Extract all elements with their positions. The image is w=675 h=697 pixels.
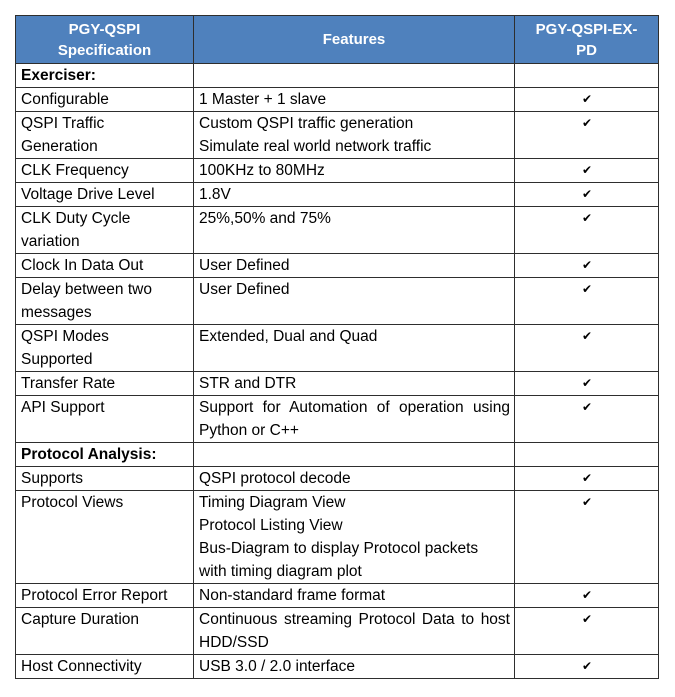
checkmark-icon: ✔ (515, 159, 659, 183)
table-row (16, 207, 659, 254)
feature-cell (194, 584, 515, 608)
checkmark-icon: ✔ (515, 467, 659, 491)
feature-text: 100KHz to 80MHz (199, 162, 325, 179)
feature-text: Support for Automation of operation (199, 399, 464, 416)
section-row-exerciser (16, 64, 659, 88)
feature-text: User Defined (199, 281, 290, 298)
empty-cell (515, 64, 659, 88)
spec-text: Voltage Drive Level (21, 186, 155, 203)
section-title-exerciser: Exerciser: (16, 64, 194, 88)
feature-cell (194, 278, 515, 325)
header-spec-line1: PGY-QSPI (68, 20, 141, 38)
spec-text: CLK Frequency (21, 162, 129, 179)
feature-cell (194, 325, 515, 372)
spec-cell (16, 183, 194, 207)
spec-text: API Support (21, 399, 105, 416)
spec-cell (16, 491, 194, 584)
table-row (16, 655, 659, 679)
feature-text: using Python or C++ (199, 399, 510, 439)
feature-cell (194, 396, 515, 443)
checkmark-icon: ✔ (515, 608, 659, 655)
table-row (16, 467, 659, 491)
spec-cell (16, 112, 194, 159)
header-product-line1: PGY-QSPI-EX- (535, 20, 638, 38)
spec-text: Configurable (21, 91, 109, 108)
spec-text: Supports (21, 470, 84, 487)
table-row (16, 88, 659, 112)
spec-cell (16, 584, 194, 608)
feature-cell (194, 112, 515, 159)
spec-text: Protocol Error Report (21, 587, 168, 604)
feature-text: Continuous streaming Protocol Data to (199, 611, 475, 628)
checkmark-icon: ✔ (515, 584, 659, 608)
feature-text: 1 Master + 1 slave (199, 91, 327, 108)
feature-text: Bus-Diagram to display Protocol packets (199, 540, 479, 557)
spec-text: CLK Duty Cycle (21, 210, 131, 227)
empty-cell (194, 64, 515, 88)
feature-text: QSPI protocol decode (199, 470, 351, 487)
table-row (16, 278, 659, 325)
spec-cell (16, 88, 194, 112)
feature-text: Custom QSPI traffic generation (199, 115, 414, 132)
spec-cell (16, 207, 194, 254)
table-row (16, 183, 659, 207)
specification-table (15, 15, 659, 679)
header-spec-line2: Specification (57, 41, 152, 59)
table-row (16, 608, 659, 655)
feature-cell (194, 159, 515, 183)
checkmark-icon: ✔ (515, 655, 659, 679)
feature-text: Protocol Listing View (199, 517, 343, 534)
feature-text: Extended, Dual and Quad (199, 328, 378, 345)
table-row (16, 491, 659, 584)
feature-cell (194, 491, 515, 584)
feature-cell (194, 88, 515, 112)
header-product (515, 16, 659, 64)
spec-text: Capture Duration (21, 611, 140, 628)
header-specification (16, 16, 194, 64)
feature-cell (194, 372, 515, 396)
spec-cell (16, 467, 194, 491)
header-row (16, 16, 659, 64)
feature-text: Timing Diagram View (199, 494, 346, 511)
checkmark-icon: ✔ (515, 325, 659, 372)
table-row (16, 372, 659, 396)
spec-cell (16, 159, 194, 183)
checkmark-icon: ✔ (515, 491, 659, 584)
table-row (16, 159, 659, 183)
spec-cell (16, 608, 194, 655)
feature-text: Simulate real world network traffic (199, 138, 432, 155)
table-row (16, 584, 659, 608)
spec-text: Protocol Views (21, 494, 124, 511)
checkmark-icon: ✔ (515, 372, 659, 396)
checkmark-icon: ✔ (515, 88, 659, 112)
spec-text: Clock In Data Out (21, 257, 144, 274)
checkmark-icon: ✔ (515, 278, 659, 325)
spec-text: QSPI Modes (21, 328, 109, 345)
checkmark-icon: ✔ (515, 207, 659, 254)
spec-cell (16, 655, 194, 679)
spec-text: variation (21, 233, 80, 250)
table-row (16, 112, 659, 159)
feature-text: USB 3.0 / 2.0 interface (199, 658, 355, 675)
spec-cell (16, 372, 194, 396)
feature-cell (194, 254, 515, 278)
feature-cell (194, 467, 515, 491)
feature-cell (194, 207, 515, 254)
feature-text: Non-standard frame format (199, 587, 386, 604)
checkmark-icon: ✔ (515, 254, 659, 278)
empty-cell (515, 443, 659, 467)
feature-text: User Defined (199, 257, 290, 274)
section-title-protocol-analysis: Protocol Analysis: (16, 443, 194, 467)
spec-cell (16, 325, 194, 372)
checkmark-icon: ✔ (515, 183, 659, 207)
checkmark-icon: ✔ (515, 396, 659, 443)
table-row (16, 396, 659, 443)
spec-text: Transfer Rate (21, 375, 116, 392)
spec-text: Host Connectivity (21, 658, 142, 675)
feature-text: STR and DTR (199, 375, 297, 392)
spec-text: QSPI Traffic (21, 115, 105, 132)
spec-text: messages (21, 304, 92, 321)
section-row-protocol-analysis (16, 443, 659, 467)
table-row (16, 254, 659, 278)
empty-cell (194, 443, 515, 467)
spec-text: Generation (21, 138, 98, 155)
feature-text: 25%,50% and 75% (199, 210, 331, 227)
feature-text: with timing diagram plot (199, 563, 362, 580)
spec-text: Delay between two (21, 281, 152, 298)
spec-cell (16, 396, 194, 443)
spec-cell (16, 278, 194, 325)
header-product-line2: PD (576, 41, 597, 59)
spec-text: Supported (21, 351, 93, 368)
checkmark-icon: ✔ (515, 112, 659, 159)
feature-cell (194, 183, 515, 207)
feature-text: host HDD/SSD (199, 611, 510, 651)
feature-text: 1.8V (199, 186, 231, 203)
table-row (16, 325, 659, 372)
feature-cell (194, 608, 515, 655)
feature-cell (194, 655, 515, 679)
header-features: Features (194, 16, 515, 64)
spec-cell (16, 254, 194, 278)
